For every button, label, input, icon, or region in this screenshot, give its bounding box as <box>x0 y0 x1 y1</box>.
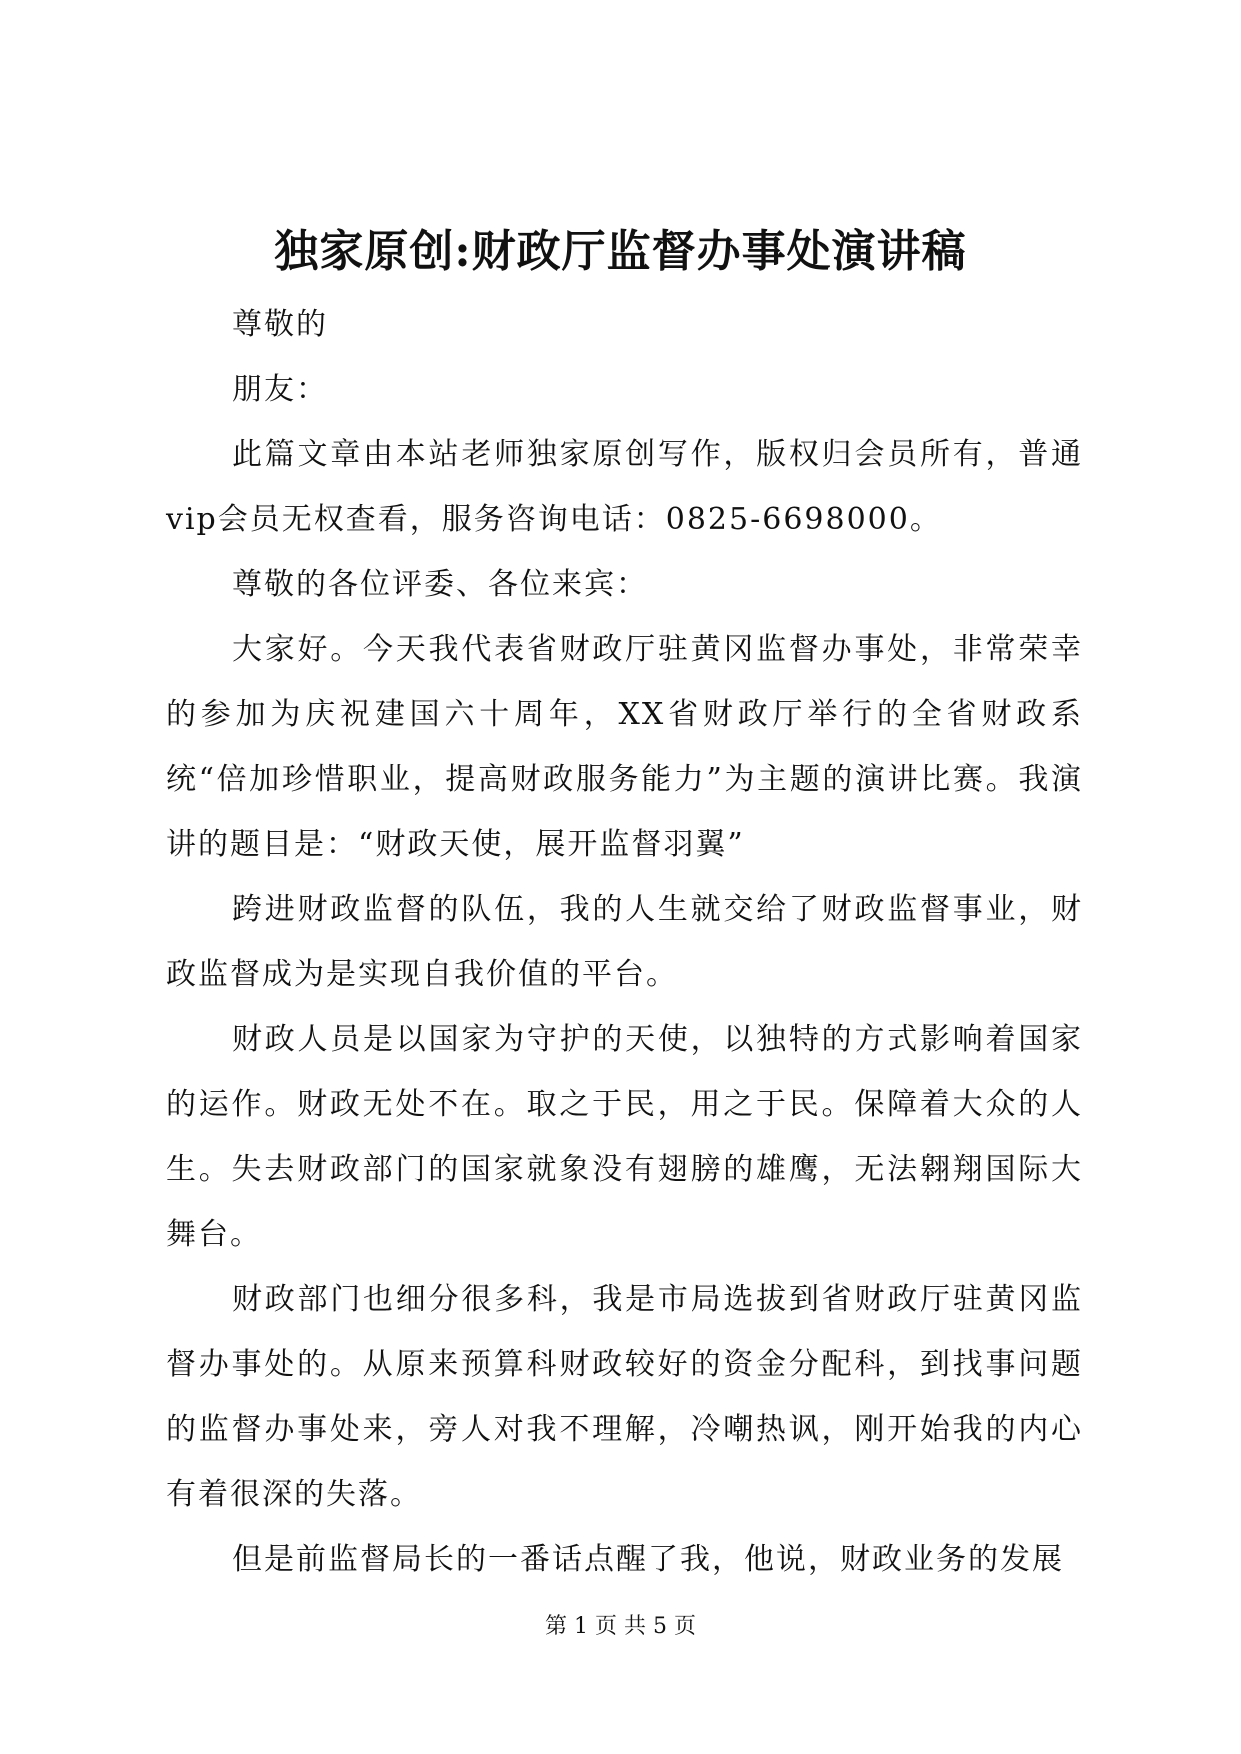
paragraph-body-4: 但是前监督局长的一番话点醒了我，他说，财政业务的发展 <box>232 1542 1064 1577</box>
document-body <box>166 292 1083 1592</box>
paragraph-body-3: 财政部门也细分很多科，我是市局选拔到省财政厅驻黄冈监督办事处的。从原来预算科财政较好的资金分配科，到找事问题的监督办事处来，旁人对我不理解，冷嘲热讽，刚开始我的内心有着很深的失落。 <box>166 1282 1083 1512</box>
document-title: 独家原创:财政厅监督办事处演讲稿 <box>274 226 967 277</box>
paragraph-greeting: 尊敬的各位评委、各位来宾： <box>232 567 648 602</box>
paragraph-introduction: 大家好。今天我代表省财政厅驻黄冈监督办事处，非常荣幸的参加为庆祝建国六十周年，XX省财政厅举行的全省财政系统“倍加珍惜职业，提高财政服务能力”为主题的演讲比赛。我演讲的题目是：“财政天使，展开监督羽翼” <box>166 632 1083 862</box>
paragraph-body-2: 财政人员是以国家为守护的天使，以独特的方式影响着国家的运作。财政无处不在。取之于民，用之于民。保障着大众的人生。失去财政部门的国家就象没有翅膀的雄鹰，无法翱翔国际大舞台。 <box>166 1022 1083 1252</box>
paragraph-copyright-notice: 此篇文章由本站老师独家原创写作，版权归会员所有，普通vip会员无权查看，服务咨询电话：0825-6698000。 <box>166 437 1083 537</box>
paragraph-salutation-1: 尊敬的 <box>232 307 328 342</box>
paragraph-body-1: 跨进财政监督的队伍，我的人生就交给了财政监督事业，财政监督成为是实现自我价值的平台。 <box>166 892 1083 992</box>
paragraph-salutation-2: 朋友： <box>232 372 328 407</box>
page-number-footer: 第 1 页 共 5 页 <box>545 1614 696 1639</box>
